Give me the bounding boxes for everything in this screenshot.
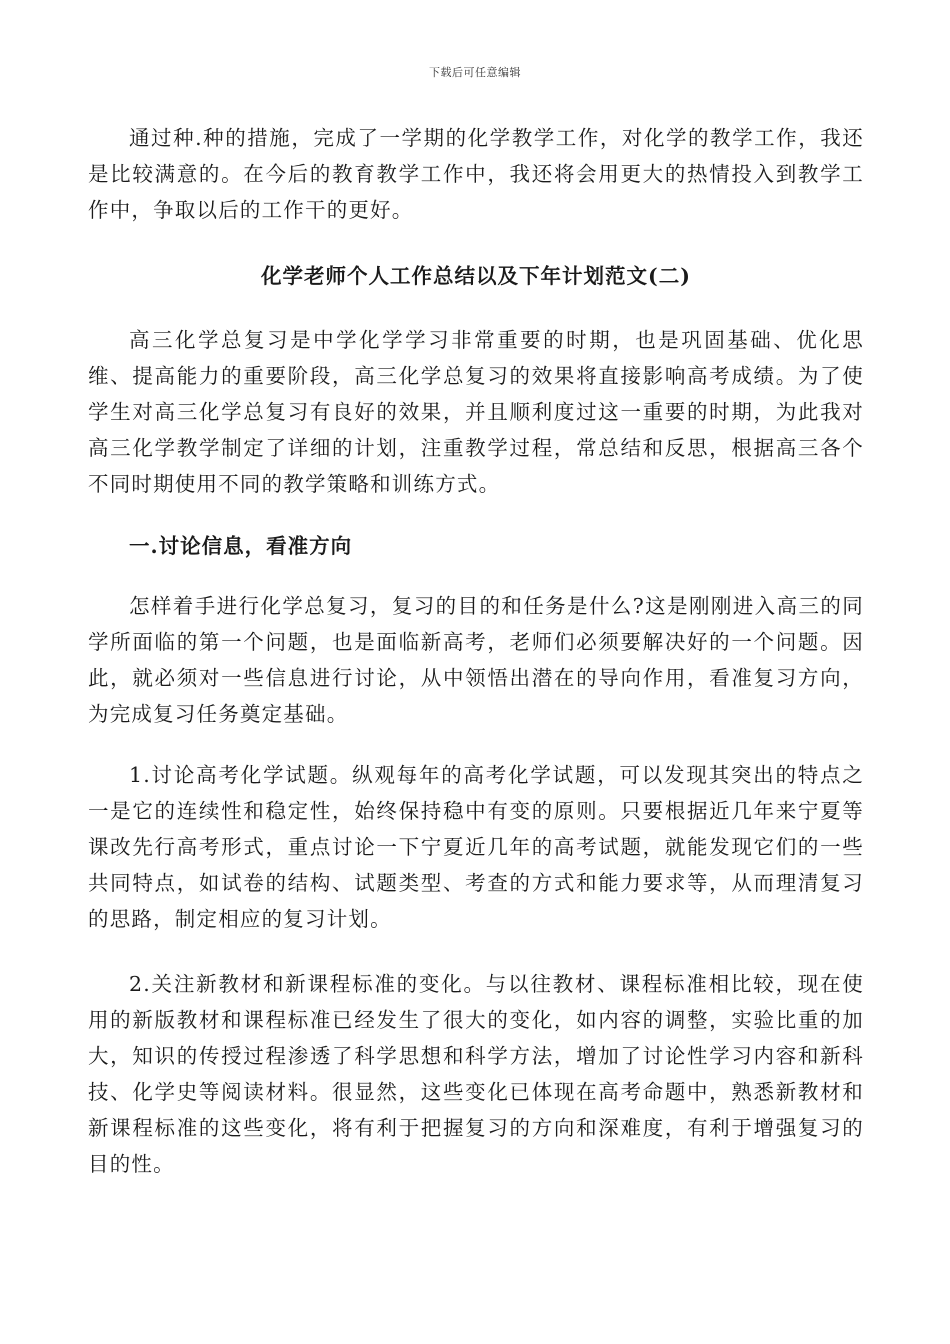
paragraph-overview: 高三化学总复习是中学化学学习非常重要的时期，也是巩固基础、优化思维、提高能力的重要阶段，高三化学总复习的效果将直接影响高考成绩。为了使学生对高三化学总复习有良好的效果，并且顺利度过这一重要的时期，为此我对高三化学教学制定了详细的计划，注重教学过程，常总结和反思，根据高三各个不同时期使用不同的教学策略和训练方式。 bbox=[88, 328, 864, 496]
header-note: 下载后可任意编辑 bbox=[429, 66, 521, 79]
list-item-2: 2.关注新教材和新课程标准的变化。与以往教材、课程标准相比较，现在使用的新版教材和课程标准已经发生了很大的变化，如内容的调整，实验比重的加大，知识的传授过程渗透了科学思想和科学方法，增加了讨论性学习内容和新科技、化学史等阅读材料。很显然，这些变化已体现在高考命题中，熟悉新教材和新课程标准的这些变化，将有利于把握复习的方向和深难度，有利于增强复习的目的性。 bbox=[88, 972, 864, 1176]
document-body bbox=[88, 120, 864, 1182]
section-heading-1: 一.讨论信息，看准方向 bbox=[129, 534, 353, 558]
paragraph-question: 怎样着手进行化学总复习，复习的目的和任务是什么?这是刚刚进入高三的同学所面临的第一个问题，也是面临新高考，老师们必须要解决好的一个问题。因此，就必须对一些信息进行讨论，从中领悟出潜在的导向作用，看准复习方向，为完成复习任务奠定基础。 bbox=[88, 594, 864, 726]
paragraph-intro: 通过种.种的措施，完成了一学期的化学教学工作，对化学的教学工作，我还是比较满意的。在今后的教育教学工作中，我还将会用更大的热情投入到教学工作中，争取以后的工作干的更好。 bbox=[88, 126, 864, 222]
list-item-1: 1.讨论高考化学试题。纵观每年的高考化学试题，可以发现其突出的特点之一是它的连续性和稳定性，始终保持稳中有变的原则。只要根据近几年来宁夏等课改先行高考形式，重点讨论一下宁夏近几年的高考试题，就能发现它们的一些共同特点，如试卷的结构、试题类型、考查的方式和能力要求等，从而理清复习的思路，制定相应的复习计划。 bbox=[88, 763, 864, 931]
section-title: 化学老师个人工作总结以及下年计划范文(二) bbox=[261, 264, 691, 288]
